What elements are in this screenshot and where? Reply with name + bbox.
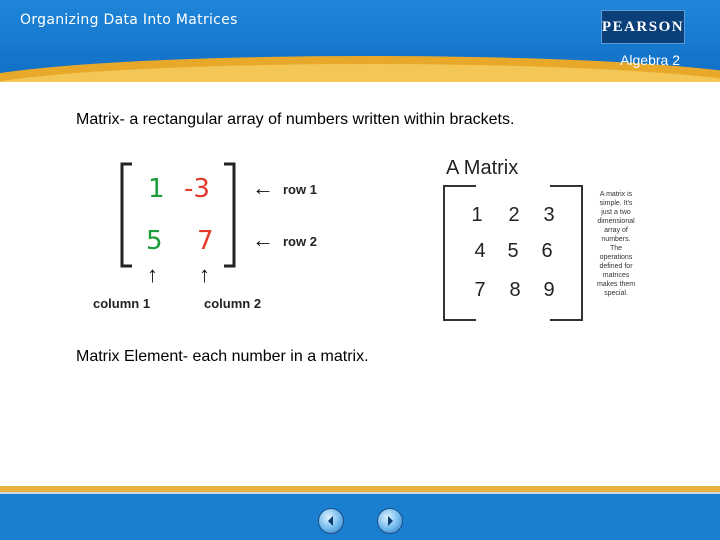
a-matrix-cell: 4 xyxy=(474,240,486,262)
a-matrix-cell: 1 xyxy=(471,204,483,226)
matrix-definition: Matrix- a rectangular array of numbers written within brackets. xyxy=(76,111,515,128)
row-2-label: row 2 xyxy=(283,234,317,249)
pearson-logo: PEARSON xyxy=(601,10,685,44)
a-matrix-cell: 7 xyxy=(474,279,486,301)
matrix-cell-r2c2: 7 xyxy=(197,226,214,256)
matrix-cell-r1c1: 1 xyxy=(148,174,165,204)
example-matrix-brackets xyxy=(118,160,248,272)
row-2-arrow-icon: ← xyxy=(252,227,274,252)
slide-title: Organizing Data Into Matrices xyxy=(20,12,238,28)
prev-arrow-icon xyxy=(325,515,337,527)
next-slide-button[interactable] xyxy=(377,508,403,534)
column-2-arrow-icon: ↑ xyxy=(199,262,210,287)
a-matrix-cell: 3 xyxy=(543,204,555,226)
footer-bar xyxy=(0,486,720,540)
a-matrix-cell: 8 xyxy=(509,279,521,301)
course-label: Algebra 2 xyxy=(620,52,680,68)
footer-light-stripe xyxy=(0,492,720,494)
row-1-arrow-icon: ← xyxy=(252,175,274,200)
a-matrix-cell: 2 xyxy=(508,204,520,226)
next-arrow-icon xyxy=(384,515,396,527)
matrix-element-definition: Matrix Element- each number in a matrix. xyxy=(76,348,369,365)
column-2-label: column 2 xyxy=(204,296,262,311)
row-1-label: row 1 xyxy=(283,182,317,197)
a-matrix-title: A Matrix xyxy=(446,157,519,179)
a-matrix-cell: 6 xyxy=(541,240,553,262)
matrix-cell-r2c1: 5 xyxy=(146,226,163,256)
a-matrix-cell: 5 xyxy=(507,240,519,262)
matrix-cell-r1c2: -3 xyxy=(184,174,210,204)
prev-slide-button[interactable] xyxy=(318,508,344,534)
column-1-arrow-icon: ↑ xyxy=(147,262,158,287)
header-banner xyxy=(0,0,720,82)
a-matrix-note: A matrix is simple. It's just a two dimensional array of numbers. The operations defined for matrices makes them special. xyxy=(596,191,636,297)
a-matrix-cell: 9 xyxy=(543,279,555,301)
column-1-label: column 1 xyxy=(93,296,151,311)
